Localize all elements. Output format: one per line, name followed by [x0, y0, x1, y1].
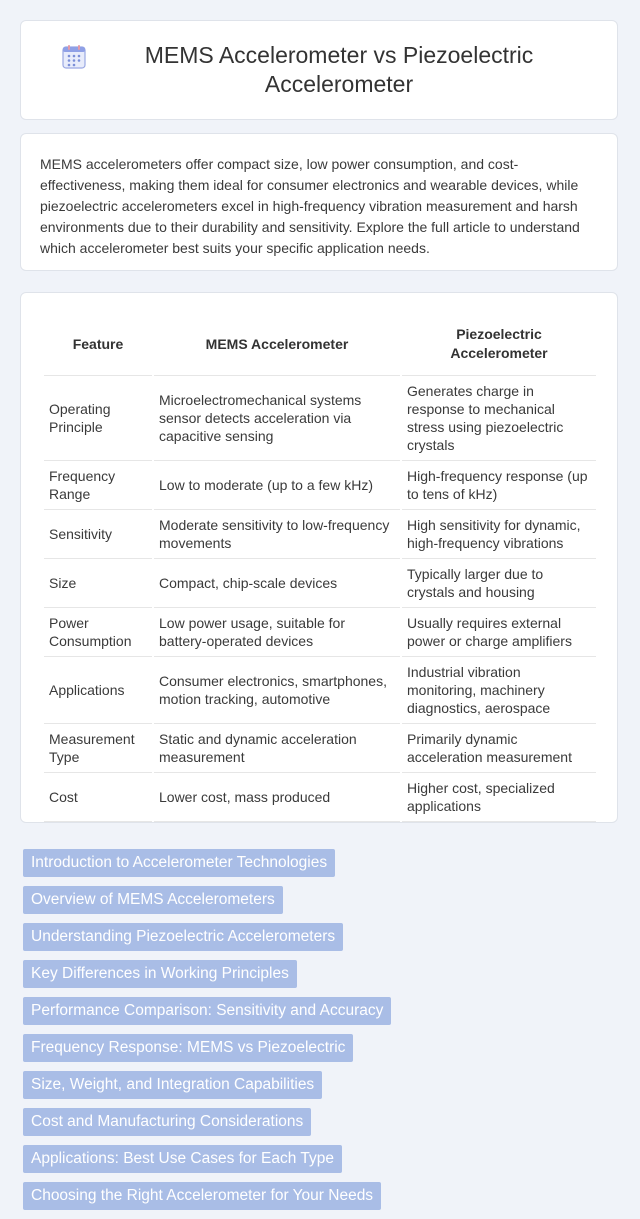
mems-cell: Lower cost, mass produced — [154, 773, 400, 822]
table-row — [44, 773, 596, 822]
piezo-cell: Higher cost, specialized applications — [402, 773, 596, 822]
table-row — [44, 376, 596, 461]
piezo-cell: Typically larger due to crystals and housing — [402, 559, 596, 608]
toc-link-choosing[interactable]: Choosing the Right Accelerometer for Your Needs — [23, 1182, 381, 1210]
mems-cell: Low to moderate (up to a few kHz) — [154, 461, 400, 510]
feature-cell: Applications — [44, 657, 152, 724]
feature-cell: Measurement Type — [44, 724, 152, 773]
header-feature: Feature — [44, 313, 152, 376]
feature-cell: Cost — [44, 773, 152, 822]
table-row — [44, 608, 596, 657]
table-header-row — [44, 313, 596, 376]
toc-link-introduction[interactable]: Introduction to Accelerometer Technologies — [23, 849, 335, 877]
toc-link-working-principles[interactable]: Key Differences in Working Principles — [23, 960, 297, 988]
mems-cell: Compact, chip-scale devices — [154, 559, 400, 608]
feature-cell: Frequency Range — [44, 461, 152, 510]
page-title: MEMS Accelerometer vs Piezoelectric Accelerometer — [144, 42, 534, 97]
piezo-cell: High-frequency response (up to tens of kHz) — [402, 461, 596, 510]
mems-cell: Moderate sensitivity to low-frequency movements — [154, 510, 400, 559]
piezo-cell: Industrial vibration monitoring, machinery diagnostics, aerospace — [402, 657, 596, 724]
comparison-card — [20, 292, 618, 823]
piezo-cell: High sensitivity for dynamic, high-frequency vibrations — [402, 510, 596, 559]
piezo-cell: Usually requires external power or charge amplifiers — [402, 608, 596, 657]
piezo-cell: Primarily dynamic acceleration measurement — [402, 724, 596, 773]
calendar-icon — [61, 44, 87, 70]
header-mems: MEMS Accelerometer — [154, 313, 400, 376]
piezo-cell: Generates charge in response to mechanical stress using piezoelectric crystals — [402, 376, 596, 461]
intro-paragraph: MEMS accelerometers offer compact size, low power consumption, and cost-effectiveness, making them ideal for consumer electronics and wearable devices, while piezoelectric accelerometers excel in high-frequency vibration measurement and harsh environments due to their durability and sensitivity. Explore the full article to understand which accelerometer best suits your specific application needs. — [40, 156, 580, 256]
toc-link-piezoelectric[interactable]: Understanding Piezoelectric Accelerometers — [23, 923, 343, 951]
mems-cell: Microelectromechanical systems sensor detects acceleration via capacitive sensing — [154, 376, 400, 461]
table-row — [44, 657, 596, 724]
header-piezo: Piezoelectric Accelerometer — [402, 313, 596, 376]
mems-cell: Consumer electronics, smartphones, motion tracking, automotive — [154, 657, 400, 724]
toc-link-frequency-response[interactable]: Frequency Response: MEMS vs Piezoelectric — [23, 1034, 353, 1062]
toc-link-cost[interactable]: Cost and Manufacturing Considerations — [23, 1108, 311, 1136]
toc-link-size-weight[interactable]: Size, Weight, and Integration Capabilities — [23, 1071, 322, 1099]
toc-link-applications[interactable]: Applications: Best Use Cases for Each Type — [23, 1145, 342, 1173]
mems-cell: Low power usage, suitable for battery-operated devices — [154, 608, 400, 657]
toc-link-mems-overview[interactable]: Overview of MEMS Accelerometers — [23, 886, 283, 914]
table-of-contents — [23, 849, 623, 1219]
title-wrap — [21, 21, 617, 119]
feature-cell: Operating Principle — [44, 376, 152, 461]
table-row — [44, 559, 596, 608]
mems-cell: Static and dynamic acceleration measurement — [154, 724, 400, 773]
table-row — [44, 461, 596, 510]
feature-cell: Size — [44, 559, 152, 608]
feature-cell: Power Consumption — [44, 608, 152, 657]
table-row — [44, 724, 596, 773]
intro-card — [20, 133, 618, 271]
title-card — [20, 20, 618, 120]
table-row — [44, 510, 596, 559]
toc-link-performance[interactable]: Performance Comparison: Sensitivity and Accuracy — [23, 997, 391, 1025]
feature-cell: Sensitivity — [44, 510, 152, 559]
comparison-table — [42, 313, 598, 822]
